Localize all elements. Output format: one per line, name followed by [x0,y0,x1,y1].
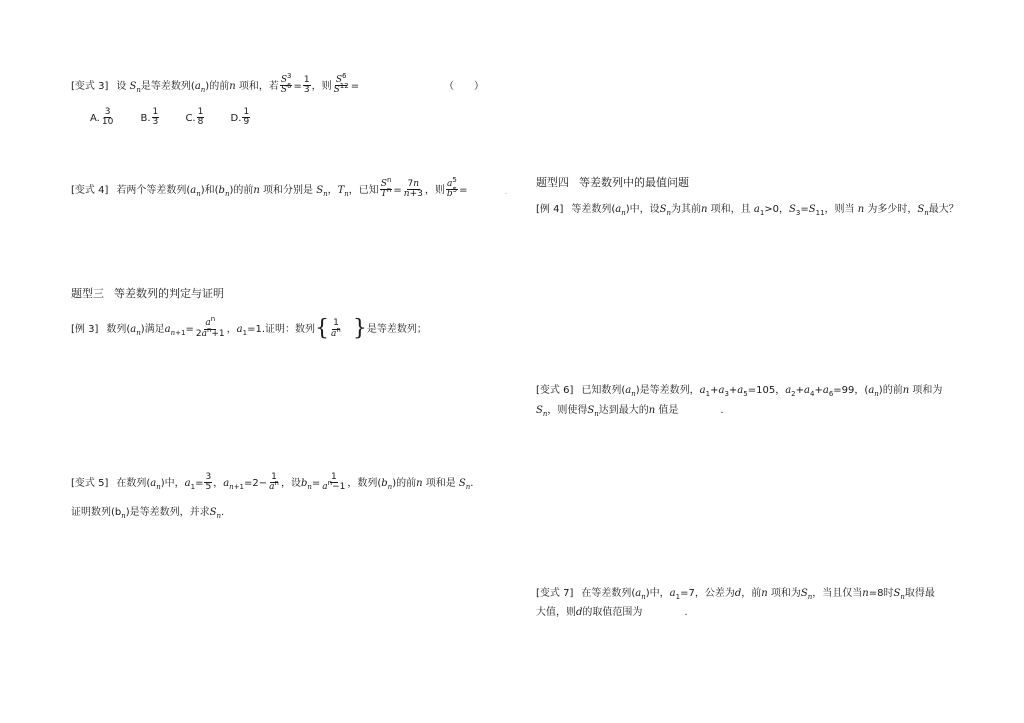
section-heading-4: 题型四 等差数列中的最值问题 [536,176,689,189]
example-4: [例 4] 等差数列$(a_n)$中，设$S_n$为其前n 项和，且 $a_1>0$，$S_3=S_{11}$，则当 n 为多少时，$S_n$最大？ [536,204,959,217]
option-c: C. $\frac{1}{8}$ [185,107,204,128]
exercise-variant-3: [变式 3] 设 $S_n$是等差数列$(a_n)$的前n 项和，若 $\frac{S^3}{S^6}$ = $\frac{1}{3}$ ，则 $\frac{S^6}{S^{12}}$ = [71,72,360,96]
option-b: B. $\frac{1}{3}$ [140,107,159,128]
exercise-tag: [变式 7] [536,588,574,599]
exercise-tag: [变式 6] [536,385,574,396]
exercise-tag: [变式 3] [71,80,109,92]
fraction: $\frac{S^3}{S^6}$ [280,72,292,96]
exercise-variant-4: [变式 4] 若两个等差数列$(a_n)$和$(b_n)$的前n 项和分别是 $S_n$，$T_n$，已知 $\frac{S^n}{T^n}$ = $\frac{7n}{n+3}$ ，则 $\frac{a^5}{b^5}$ = [71,176,468,200]
exercise-tag: [变式 5] [71,477,109,489]
exercise-variant-7: [变式 7] 在等差数列$(a_n)$中，$a_1=7$，公差为d，前n 项和为$S_n$，当且仅当n=8时$S_n$取得最 [536,588,935,601]
exercise-variant-7-line2: 大值，则d的取值范围为 . [536,607,688,618]
option-d: D. $\frac{1}{9}$ [230,107,250,128]
exercise-variant-5-line2: 证明数列$(b_n)$是等差数列，并求$S_n$. [71,507,225,520]
option-a: A. $\frac{3}{10}$ [90,107,114,128]
exercise-tag: [例 4] [536,204,564,215]
fraction: $\frac{S^6}{S^{12}}$ [333,72,349,96]
answer-bracket: （ ） [444,81,484,92]
exercise-variant-5: [变式 5] 在数列$(a_n)$中，$a_1=$ $\frac{3}{5}$ ，$a_{n+1}=2-$ $\frac{1}{a^n}$ ，设$b_n=$ $\frac{1}{a^n-1}$ ，数列$(b_n)$的前n 项和是 $S_n$. [71,472,474,493]
answer-options [90,108,273,128]
example-3: [例 3] 数列$(a_n)$满足$a_{n+1}=$ $\frac{a^n}{2a^n+1}$ ，$a_1=1$.证明：数列{ $\frac{1}{a^n}$ }是等差数列； [71,315,427,341]
exercise-variant-6-line2: $S_n$，则使得$S_n$达到最大的n 值是 . [536,405,724,418]
fraction: $\frac{1}{3}$ [303,75,310,96]
section-heading-3: 题型三 等差数列的判定与证明 [71,287,224,300]
exercise-variant-6: [变式 6] 已知数列$(a_n)$是等差数列，$a_1+a_3+a_5=105$，$a_2+a_4+a_6=99$，$(a_n)$的前n 项和为 [536,385,943,398]
exercise-tag: [变式 4] [71,184,109,196]
exercise-tag: [例 3] [71,324,99,335]
